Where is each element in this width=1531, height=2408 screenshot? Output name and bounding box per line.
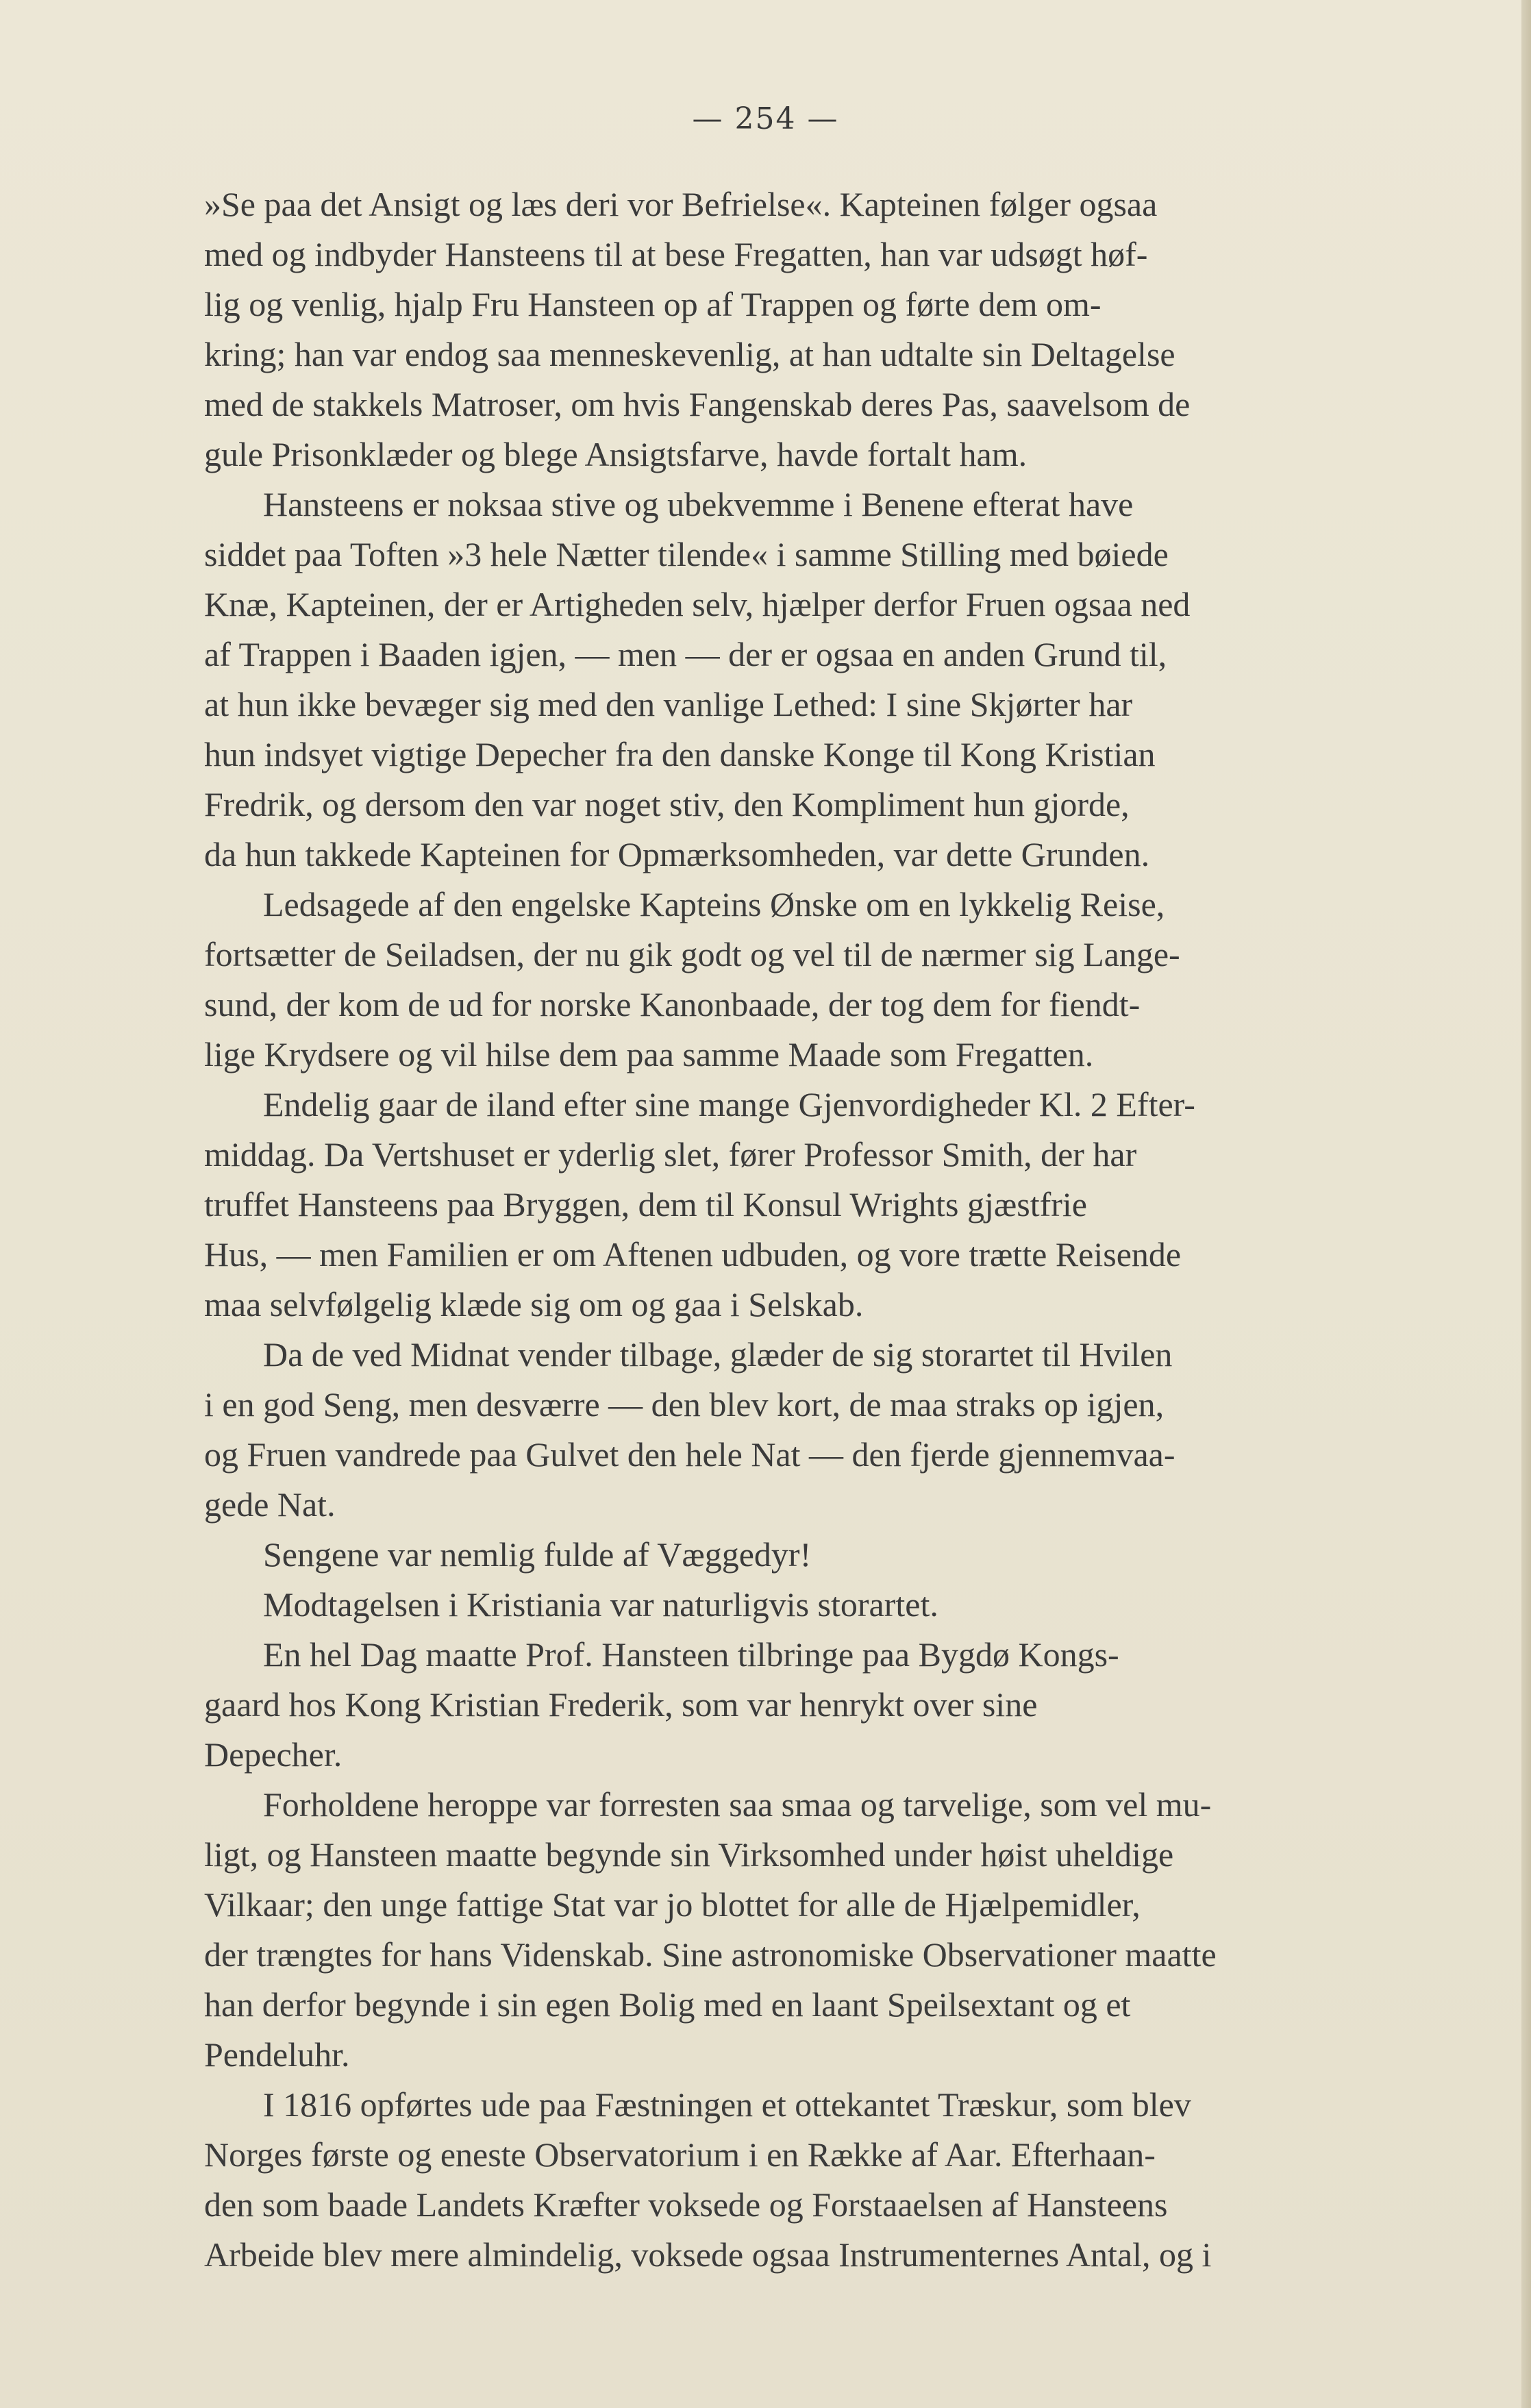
text-line: En hel Dag maatte Prof. Hansteen tilbringe paa Bygdø Kongs- [263,1635,1119,1674]
text-line: Sengene var nemlig fulde af Væggedyr! [263,1535,812,1574]
text-line: siddet paa Toften »3 hele Nætter tilende« i samme Stilling med bøiede [204,535,1169,573]
text-line: gule Prisonklæder og blege Ansigtsfarve, havde fortalt ham. [204,435,1028,473]
text-line: Hus, — men Familien er om Aftenen udbuden, og vore trætte Reisende [204,1235,1182,1274]
text-line: Depecher. [204,1735,343,1774]
text-line: Modtagelsen i Kristiania var naturligvis storartet. [263,1585,938,1624]
text-line: Da de ved Midnat vender tilbage, glæder de sig storartet til Hvilen [263,1335,1173,1374]
text-line: »Se paa det Ansigt og læs deri vor Befrielse«. Kapteinen følger ogsaa [204,185,1158,223]
text-line: med de stakkels Matroser, om hvis Fangenskab deres Pas, saavelsom de [204,385,1191,423]
text-line: Ledsagede af den engelske Kapteins Ønske om en lykkelig Reise, [263,885,1165,923]
text-line: den som baade Landets Kræfter voksede og Forstaaelsen af Hansteens [204,2185,1168,2224]
text-line: der trængtes for hans Videnskab. Sine astronomiske Observationer maatte [204,1935,1217,1974]
text-line: Endelig gaar de iland efter sine mange Gjenvordigheder Kl. 2 Efter- [263,1085,1195,1124]
text-line: ligt, og Hansteen maatte begynde sin Virksomhed under høist uheldige [204,1835,1174,1874]
text-line: lige Krydsere og vil hilse dem paa samme Maade som Fregatten. [204,1035,1094,1073]
text-line: at hun ikke bevæger sig med den vanlige Lethed: I sine Skjørter har [204,685,1133,723]
text-line: Fredrik, og dersom den var noget stiv, den Kompliment hun gjorde, [204,785,1130,823]
text-line: I 1816 opførtes ude paa Fæstningen et ottekantet Træskur, som blev [263,2085,1191,2124]
text-line: sund, der kom de ud for norske Kanonbaade, der tog dem for fiendt- [204,985,1141,1023]
text-line: gede Nat. [204,1485,336,1524]
text-line: lig og venlig, hjalp Fru Hansteen op af Trappen og førte dem om- [204,285,1101,323]
text-line: gaard hos Kong Kristian Frederik, som var henrykt over sine [204,1685,1038,1724]
text-line: Norges første og eneste Observatorium i en Række af Aar. Efterhaan- [204,2135,1156,2174]
text-line: middag. Da Vertshuset er yderlig slet, fører Professor Smith, der har [204,1135,1137,1174]
text-line: Hansteens er noksaa stive og ubekvemme i Benene efterat have [263,485,1134,523]
text-line: truffet Hansteens paa Bryggen, dem til Konsul Wrights gjæstfrie [204,1185,1087,1224]
text-line: Vilkaar; den unge fattige Stat var jo blottet for alle de Hjælpemidler, [204,1885,1141,1924]
text-line: af Trappen i Baaden igjen, — men — der er ogsaa en anden Grund til, [204,635,1167,673]
text-line: Pendeluhr. [204,2035,350,2074]
page-edge-shadow [1521,0,1531,2408]
text-line: kring; han var endog saa menneskevenlig, at han udtalte sin Deltagelse [204,335,1175,373]
page-number: — 254 — [692,101,839,136]
body-text [204,179,1480,2280]
text-line: hun indsyet vigtige Depecher fra den danske Konge til Kong Kristian [204,735,1156,773]
text-line: da hun takkede Kapteinen for Opmærksomheden, var dette Grunden. [204,835,1150,873]
text-line: med og indbyder Hansteens til at bese Fregatten, han var udsøgt høf- [204,235,1148,273]
text-line: han derfor begynde i sin egen Bolig med en laant Speilsextant og et [204,1985,1131,2024]
text-line: Forholdene heroppe var forresten saa smaa og tarvelige, som vel mu- [263,1785,1212,1824]
text-line: maa selvfølgelig klæde sig om og gaa i Selskab. [204,1285,864,1324]
text-line: Arbeide blev mere almindelig, voksede ogsaa Instrumenternes Antal, og i [204,2235,1212,2274]
text-line: og Fruen vandrede paa Gulvet den hele Nat — den fjerde gjennemvaa- [204,1435,1175,1474]
text-line: fortsætter de Seiladsen, der nu gik godt og vel til de nærmer sig Lange- [204,935,1180,973]
text-line: i en god Seng, men desværre — den blev kort, de maa straks op igjen, [204,1385,1165,1424]
text-line: Knæ, Kapteinen, der er Artigheden selv, hjælper derfor Fruen ogsaa ned [204,585,1191,623]
